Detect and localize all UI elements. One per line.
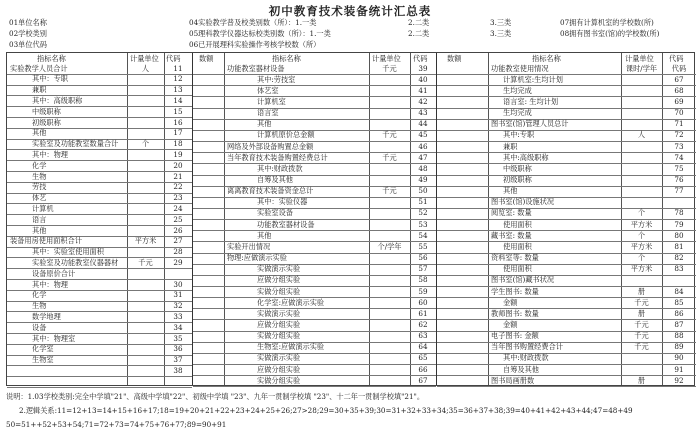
indicator-label: 离离教育技术装备资金总计 <box>227 186 314 196</box>
indicator-label: 语言室 <box>257 108 279 118</box>
code-cell: 91 <box>674 364 684 374</box>
value-cell[interactable] <box>436 219 488 230</box>
code-cell: 74 <box>674 152 684 162</box>
indicator-label: 其中:专职 <box>503 130 535 140</box>
row-divider <box>193 264 436 265</box>
code-cell: 38 <box>173 365 183 375</box>
code-cell: 73 <box>674 141 684 151</box>
code-cell: 12 <box>173 74 183 84</box>
code-cell: 43 <box>418 108 428 118</box>
code-cell: 45 <box>418 130 428 140</box>
code-cell: 86 <box>674 308 684 318</box>
value-cell[interactable] <box>436 197 488 208</box>
value-cell[interactable] <box>436 85 488 96</box>
unit-label: 册 <box>637 375 646 385</box>
indicator-label: 阅览室: 数量 <box>491 208 532 218</box>
row-divider <box>193 386 436 387</box>
indicator-label: 实做分组实验 <box>257 286 301 296</box>
indicator-label: 使用面积 <box>503 264 532 274</box>
unit-label: 千元 <box>634 331 649 341</box>
code-cell: 90 <box>674 353 684 363</box>
row-divider <box>437 175 696 176</box>
code-cell: 89 <box>674 342 684 352</box>
indicator-label: 应做分组实验 <box>257 364 301 374</box>
indicator-label: 金额 <box>503 319 518 329</box>
col1-header-code: 代码 <box>166 54 181 63</box>
row-divider <box>193 208 436 209</box>
indicator-label: 应做分组实验 <box>257 275 301 285</box>
code-cell: 79 <box>674 219 684 229</box>
indicator-label: 其中:高级职称 <box>503 152 549 162</box>
indicator-label: 体艺 <box>32 193 47 203</box>
indicator-label: 藏书室: 数量 <box>491 230 532 240</box>
code-cell: 23 <box>173 193 183 203</box>
indicator-label: 其中：实验仪器 <box>257 197 308 207</box>
row-divider <box>193 331 436 332</box>
code-cell: 64 <box>418 342 428 352</box>
row-divider <box>437 96 696 97</box>
note-line-1: 说明：1.03学校类别:完全中学填"21"、高级中学填"22"、初级中学填 "23"、九年一贯制学校填 "23"、十二年一贯制学校填"21"。 <box>6 392 425 401</box>
indicator-label: 其中：物理 <box>32 149 68 159</box>
header-unit-name: 01单位名称 <box>9 18 47 27</box>
code-cell: 60 <box>418 297 428 307</box>
code-cell: 55 <box>418 241 428 251</box>
code-cell: 67 <box>418 375 428 385</box>
row-divider <box>437 163 696 164</box>
indicator-label: 其中：物理室 <box>32 333 76 343</box>
value-cell[interactable] <box>436 152 488 163</box>
code-cell: 22 <box>173 182 183 192</box>
code-cell: 78 <box>674 208 684 218</box>
unit-label: 个 <box>141 139 150 149</box>
row-divider <box>437 186 696 187</box>
code-cell: 42 <box>418 96 428 106</box>
indicator-label: 学生图书: 数量 <box>491 286 539 296</box>
code-cell: 72 <box>674 130 684 140</box>
indicator-label: 图书局画册数 <box>491 375 535 385</box>
value-cell[interactable] <box>436 264 488 275</box>
code-cell: 11 <box>173 63 183 73</box>
code-cell: 44 <box>418 119 428 129</box>
indicator-label: 其他 <box>503 186 518 196</box>
row-divider <box>193 353 436 354</box>
unit-label: 册 <box>637 308 646 318</box>
unit-label: 个 <box>637 230 646 240</box>
code-cell: 63 <box>418 331 428 341</box>
value-cell[interactable] <box>436 331 488 342</box>
indicator-label: 其中：物理 <box>32 279 68 289</box>
indicator-label: 功能教室使用情况 <box>491 63 549 73</box>
code-cell: 50 <box>418 186 428 196</box>
indicator-label: 使用面积 <box>503 219 532 229</box>
unit-label: 人 <box>141 63 150 73</box>
indicator-label: 实验室及功能教室仪器器材 <box>32 257 119 267</box>
code-cell: 49 <box>418 175 428 184</box>
indicator-label: 使用面积 <box>503 241 532 251</box>
unit-label: 千元 <box>138 257 153 267</box>
unit-label: 平方米 <box>630 241 653 251</box>
indicator-label: 当年教育技术装备购置经费总计 <box>227 152 328 162</box>
row-divider <box>437 275 696 276</box>
value-cell[interactable] <box>436 119 488 130</box>
indicator-label: 中级职称 <box>503 163 532 173</box>
code-cell: 92 <box>674 375 684 385</box>
value-cell[interactable] <box>436 375 488 386</box>
row-divider <box>193 275 436 276</box>
unit-label: 千元 <box>382 63 397 73</box>
indicator-label: 化学室:应做演示实验 <box>257 297 325 307</box>
header-school-type: 02学校类别 <box>9 29 47 38</box>
indicator-label: 化学 <box>32 160 47 170</box>
indicator-label: 应做分组实验 <box>257 319 301 329</box>
row-divider <box>193 74 436 75</box>
col1-header-unit: 计量单位 <box>130 54 159 63</box>
unit-label: 千元 <box>634 342 649 352</box>
indicator-label: 图书室(馆)设施状况 <box>491 197 555 207</box>
header-library-schools: 08拥有图书室(馆)的学校数(所) <box>560 29 660 38</box>
col1-header-value: 数额 <box>199 54 214 63</box>
code-cell: 84 <box>674 286 684 296</box>
code-cell: 31 <box>173 290 183 300</box>
note-line-3: 50=51++52+53+54;71=72+73=74+75+76+77;89=90+91 <box>6 420 227 429</box>
row-divider <box>193 163 436 164</box>
code-cell: 13 <box>173 85 183 95</box>
indicator-label: 装备用房使用面积合计 <box>10 236 82 246</box>
code-cell: 57 <box>418 264 428 274</box>
indicator-label: 其他 <box>32 128 47 138</box>
code-cell: 20 <box>173 160 183 170</box>
code-cell: 67 <box>674 74 684 84</box>
col3-header-code: 代码 <box>669 54 684 63</box>
indicator-label: 当年图书购置经费合计 <box>491 342 563 352</box>
indicator-label: 功能教室器材设备 <box>257 219 315 229</box>
indicator-label: 资料室等: 数量 <box>491 253 539 263</box>
indicator-label: 其中：实验室使用面积 <box>32 247 104 257</box>
indicator-label: 功能教室器材设备 <box>227 63 285 73</box>
row-divider <box>7 376 192 377</box>
value-cell[interactable] <box>436 141 488 152</box>
indicator-label: 实验室设备 <box>257 208 293 218</box>
code-cell: 21 <box>173 171 183 181</box>
value-cell[interactable] <box>436 108 488 119</box>
code-cell: 52 <box>418 208 428 218</box>
indicator-label: 其他 <box>32 225 47 235</box>
code-cell: 58 <box>418 275 428 285</box>
col3-header-indicator: 指标名称 <box>532 54 561 63</box>
unit-label: 千元 <box>634 297 649 307</box>
code-cell: 34 <box>173 322 183 332</box>
code-cell: 14 <box>173 95 183 105</box>
value-cell[interactable] <box>436 130 488 141</box>
code-cell: 25 <box>173 214 183 224</box>
code-cell: 19 <box>173 149 183 159</box>
indicator-label: 生物室 <box>32 355 54 365</box>
unit-label: 个/学年 <box>377 241 402 251</box>
code-cell: 80 <box>674 230 684 240</box>
code-cell: 48 <box>418 163 428 173</box>
row-divider <box>437 353 696 354</box>
col2-header-value: 数额 <box>447 54 462 63</box>
indicator-label: 自筹及其他 <box>257 175 293 184</box>
indicator-label: 实做演示实验 <box>257 353 301 363</box>
code-cell: 37 <box>173 355 183 365</box>
row-divider <box>193 286 436 287</box>
indicator-label: 语言室: 生均计划 <box>503 96 559 106</box>
value-cell[interactable] <box>436 163 488 174</box>
unit-label: 个 <box>637 253 646 263</box>
indicator-label: 兼职 <box>503 141 518 151</box>
indicator-label: 图书室(馆)管理人员总计 <box>491 119 569 129</box>
indicator-label: 网络及外部设备购置总金额 <box>227 141 314 151</box>
code-cell: 18 <box>173 139 183 149</box>
row-divider <box>193 197 436 198</box>
code-cell: 35 <box>173 333 183 343</box>
indicator-label: 其中:财政拨款 <box>503 353 549 363</box>
code-cell: 87 <box>674 319 684 329</box>
indicator-label: 初级职称 <box>503 175 532 184</box>
indicator-label: 计算机原价总金额 <box>257 130 315 140</box>
unit-label: 册 <box>637 286 646 296</box>
row-divider <box>437 152 696 153</box>
indicator-label: 实做分组实验 <box>257 331 301 341</box>
code-cell: 66 <box>418 364 428 374</box>
indicator-label: 图书室(馆)藏书状况 <box>491 275 555 285</box>
indicator-label: 初级职称 <box>32 117 61 127</box>
value-cell[interactable] <box>436 364 488 375</box>
indicator-label: 中级职称 <box>32 106 61 116</box>
header-instrument-standard: 05理科教学仪器达标校类别数（所）：1.一类 <box>189 29 331 38</box>
code-cell: 46 <box>418 141 428 151</box>
indicator-label: 生物 <box>32 301 47 311</box>
indicator-label: 实验室及功能教室数量合计 <box>32 139 119 149</box>
header-exp-school-category: 04实验教学普及校类别数（所）：1.一类 <box>189 18 317 27</box>
code-cell: 59 <box>418 286 428 296</box>
row-divider <box>437 386 696 387</box>
header-category-3b: 3.三类 <box>490 29 512 38</box>
indicator-label: 其中:劳技室 <box>257 74 296 84</box>
indicator-label: 化学室 <box>32 344 54 354</box>
indicator-label: 生物室:应做演示实验 <box>257 342 325 352</box>
header-category-2: 2.二类 <box>408 18 430 27</box>
row-divider <box>193 96 436 97</box>
row-divider <box>193 119 436 120</box>
code-cell: 77 <box>674 186 684 196</box>
indicator-label: 计算机室:生均计划 <box>503 74 563 84</box>
row-divider <box>193 375 436 376</box>
code-cell: 33 <box>173 311 183 321</box>
code-cell: 62 <box>418 319 428 329</box>
unit-label: 千元 <box>634 319 649 329</box>
value-cell[interactable] <box>436 275 488 286</box>
indicator-label: 实做分组实验 <box>257 375 301 385</box>
indicator-label: 实验教学人员合计 <box>10 63 68 73</box>
unit-label: 平方米 <box>630 264 653 274</box>
value-cell[interactable] <box>436 353 488 364</box>
indicator-label: 劳技 <box>32 182 47 192</box>
indicator-label: 其他 <box>257 230 272 240</box>
col2-header-unit: 计量单位 <box>372 54 401 63</box>
indicator-label: 实做演示实验 <box>257 264 301 274</box>
header-category-3: 3.三类 <box>490 18 512 27</box>
col3-header-unit: 计量单位 <box>625 54 654 63</box>
code-cell: 71 <box>674 119 684 129</box>
unit-label: 千元 <box>382 186 397 196</box>
code-cell: 76 <box>674 175 684 184</box>
code-cell: 15 <box>173 106 183 116</box>
indicator-label: 生均完成 <box>503 108 532 118</box>
value-cell[interactable] <box>436 342 488 353</box>
row-divider <box>193 308 436 309</box>
value-cell[interactable] <box>436 241 488 252</box>
unit-label: 平方米 <box>630 219 653 229</box>
code-cell: 82 <box>674 253 684 263</box>
code-cell: 28 <box>173 247 183 257</box>
indicator-label: 计算机室 <box>257 96 286 106</box>
code-cell: 85 <box>674 297 684 307</box>
indicator-label: 体艺室 <box>257 85 279 95</box>
unit-label: 人 <box>637 130 646 140</box>
code-cell: 代码 <box>671 63 687 73</box>
header-unit-code: 03单位代码 <box>9 40 47 49</box>
code-cell: 83 <box>674 264 684 274</box>
indicator-label: 语言 <box>32 214 47 224</box>
code-cell: 54 <box>418 230 428 240</box>
indicator-label: 教师图书: 数量 <box>491 308 539 318</box>
code-cell: 39 <box>418 63 428 73</box>
indicator-label: 设备原价合计 <box>32 268 76 278</box>
row-divider <box>437 85 696 86</box>
col2-header-code: 代码 <box>413 54 428 63</box>
indicator-label: 自筹及其他 <box>503 364 539 374</box>
value-cell[interactable] <box>436 319 488 330</box>
row-divider <box>193 175 436 176</box>
indicator-label: 其他 <box>257 119 272 129</box>
unit-label: 千元 <box>382 152 397 162</box>
unit-label: 课时/学年 <box>625 63 658 73</box>
indicator-label: 电子图书: 金额 <box>491 331 539 341</box>
code-cell: 68 <box>674 85 684 95</box>
code-cell: 47 <box>418 152 428 162</box>
header-exam-schools: 06已开展理科实验操作考核学校数（所） <box>189 40 321 49</box>
value-cell[interactable] <box>436 74 488 85</box>
value-cell[interactable] <box>436 96 488 107</box>
unit-label: 个 <box>637 208 646 218</box>
header-category-2b: 2.二类 <box>408 29 430 38</box>
code-cell: 88 <box>674 331 684 341</box>
value-cell[interactable] <box>436 230 488 241</box>
indicator-label: 其中：专职 <box>32 74 68 84</box>
code-cell: 56 <box>418 253 428 263</box>
value-cell[interactable] <box>436 63 488 74</box>
row-divider <box>193 364 436 365</box>
indicator-label: 生均完成 <box>503 85 532 95</box>
code-cell: 53 <box>418 219 428 229</box>
row-divider <box>193 319 436 320</box>
code-cell: 30 <box>173 279 183 289</box>
row-divider <box>7 387 192 388</box>
indicator-label: 物理:应做演示实验 <box>227 253 287 263</box>
page-title: 初中教育技术装备统计汇总表 <box>268 4 432 18</box>
value-cell[interactable] <box>436 286 488 297</box>
code-cell: 16 <box>173 117 183 127</box>
value-cell[interactable] <box>436 175 488 186</box>
indicator-label: 数学地理 <box>32 311 61 321</box>
col2-header-indicator: 指标名称 <box>272 54 301 63</box>
value-cell[interactable] <box>436 253 488 264</box>
row-divider <box>437 141 696 142</box>
indicator-label: 兼职 <box>32 85 47 95</box>
indicator-label: 金额 <box>503 297 518 307</box>
indicator-label: 实做演示实验 <box>257 308 301 318</box>
code-cell: 81 <box>674 241 684 251</box>
unit-label: 平方米 <box>134 236 157 246</box>
indicator-label: 实验开出情况 <box>227 241 271 251</box>
code-cell: 65 <box>418 353 428 363</box>
code-cell: 40 <box>418 74 428 84</box>
code-cell: 36 <box>173 344 183 354</box>
note-line-2: 2.逻辑关系:11=12+13=14+15+16+17;18=19+20+21+22+23+24+25+26;27>28;29=30+35+39;30=31+32+33+34;35=36+37+38;39=40+41+42+43+44;47=48+49 <box>19 406 633 415</box>
indicator-label: 其中:财政拨款 <box>257 163 303 173</box>
row-divider <box>437 364 696 365</box>
col1-header-indicator: 指标名称 <box>37 54 66 63</box>
row-divider <box>437 197 696 198</box>
stats-table <box>6 52 695 386</box>
value-cell[interactable] <box>436 308 488 319</box>
row-divider <box>193 108 436 109</box>
value-cell[interactable] <box>436 208 488 219</box>
indicator-label: 设备 <box>32 322 47 332</box>
row-divider <box>437 74 696 75</box>
code-cell: 27 <box>173 236 183 246</box>
code-cell: 75 <box>674 163 684 173</box>
row-divider <box>193 85 436 86</box>
value-cell[interactable] <box>436 297 488 308</box>
code-cell: 32 <box>173 301 183 311</box>
value-cell[interactable] <box>436 186 488 197</box>
code-cell: 69 <box>674 96 684 106</box>
code-cell: 51 <box>418 197 428 207</box>
code-cell: 17 <box>173 128 183 138</box>
row-divider <box>193 230 436 231</box>
code-cell: 26 <box>173 225 183 235</box>
code-cell: 24 <box>173 203 183 213</box>
code-cell: 70 <box>674 108 684 118</box>
row-divider <box>437 108 696 109</box>
indicator-label: 计算机 <box>32 203 54 213</box>
indicator-label: 其中：高级职称 <box>32 95 83 105</box>
indicator-label: 化学 <box>32 290 47 300</box>
code-cell: 61 <box>418 308 428 318</box>
unit-label: 千元 <box>382 130 397 140</box>
header-computer-room-schools: 07拥有计算机室的学校数(所) <box>560 18 654 27</box>
code-cell: 41 <box>418 85 428 95</box>
code-cell: 29 <box>173 257 183 267</box>
indicator-label: 生物 <box>32 171 47 181</box>
